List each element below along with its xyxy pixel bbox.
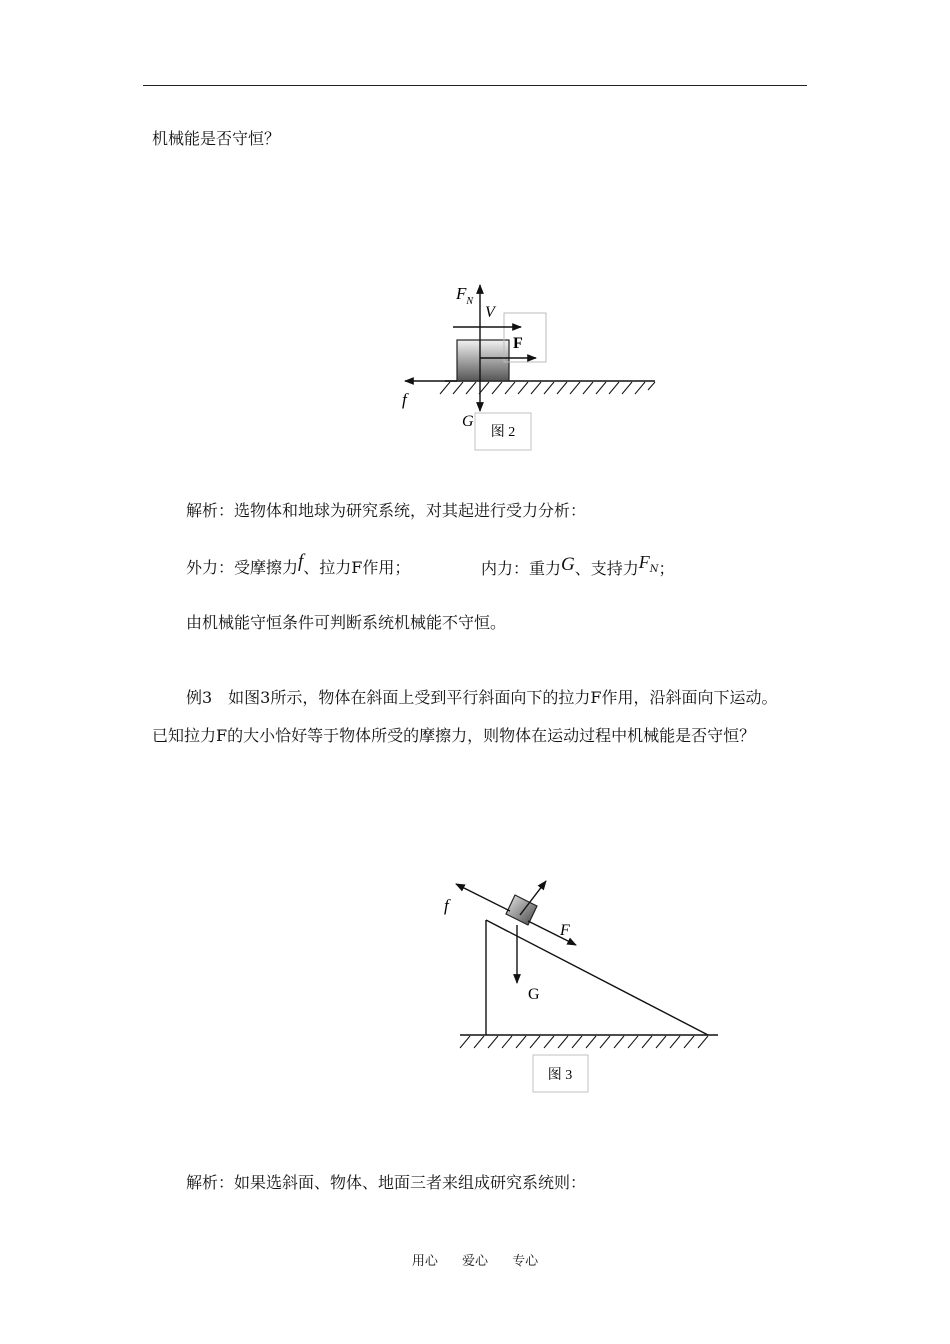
label-gravity: G [462, 413, 474, 430]
block [457, 340, 509, 381]
figure-2 [395, 275, 665, 455]
label-box [504, 313, 546, 362]
label-friction: f [402, 390, 407, 409]
external-rest: 、拉力F作用； [303, 558, 411, 577]
example-3-line-1: 例3 如图3所示，物体在斜面上受到平行斜面向下的拉力F作用，沿斜面向下运动。 [186, 688, 778, 707]
external-label: 外力：受摩擦力 [186, 558, 299, 577]
label-f-pull: F [560, 922, 570, 939]
footer-item: 爱心 [461, 1254, 488, 1269]
question-tail: 机械能是否守恒？ [152, 129, 281, 148]
figure-2-caption: 图 2 [490, 425, 516, 440]
footer-item: 用心 [411, 1254, 438, 1269]
internal-label: 内力：重力 [481, 559, 562, 578]
external-forces-line [186, 551, 411, 578]
friction-arrow [456, 884, 510, 911]
label-f-pull: F [513, 335, 523, 352]
internal-mid: 、支持力 [574, 559, 639, 578]
internal-end: ； [658, 559, 675, 578]
friction-symbol: f [298, 551, 304, 572]
label-fn: $F_N$ [456, 284, 474, 307]
incline-surface [486, 920, 708, 1035]
ground-hatching [460, 1036, 708, 1048]
ground-hatching [440, 382, 655, 394]
example-3-line-2: 已知拉力F的大小恰好等于物体所受的摩擦力，则物体在运动过程中机械能是否守恒？ [152, 726, 756, 745]
conclusion-1: 由机械能守恒条件可判断系统机械能不守恒。 [186, 613, 507, 632]
normal-symbol: F [638, 552, 650, 572]
page-footer [0, 1250, 950, 1269]
analysis-3: 解析：如果选斜面、物体、地面三者来组成研究系统则： [186, 1173, 587, 1192]
internal-forces-line [481, 552, 675, 582]
normal-subscript: N [649, 564, 659, 575]
label-v: V [485, 304, 495, 321]
label-gravity: G [528, 986, 540, 1003]
gravity-symbol: G [561, 554, 575, 575]
figure-3-caption: 图 3 [547, 1068, 573, 1083]
footer-item: 专心 [512, 1254, 539, 1269]
analysis-1: 解析：选物体和地球为研究系统，对其起进行受力分析： [186, 501, 587, 520]
header-rule [143, 85, 807, 86]
figure-3 [440, 875, 730, 1100]
label-friction: f [444, 896, 449, 915]
